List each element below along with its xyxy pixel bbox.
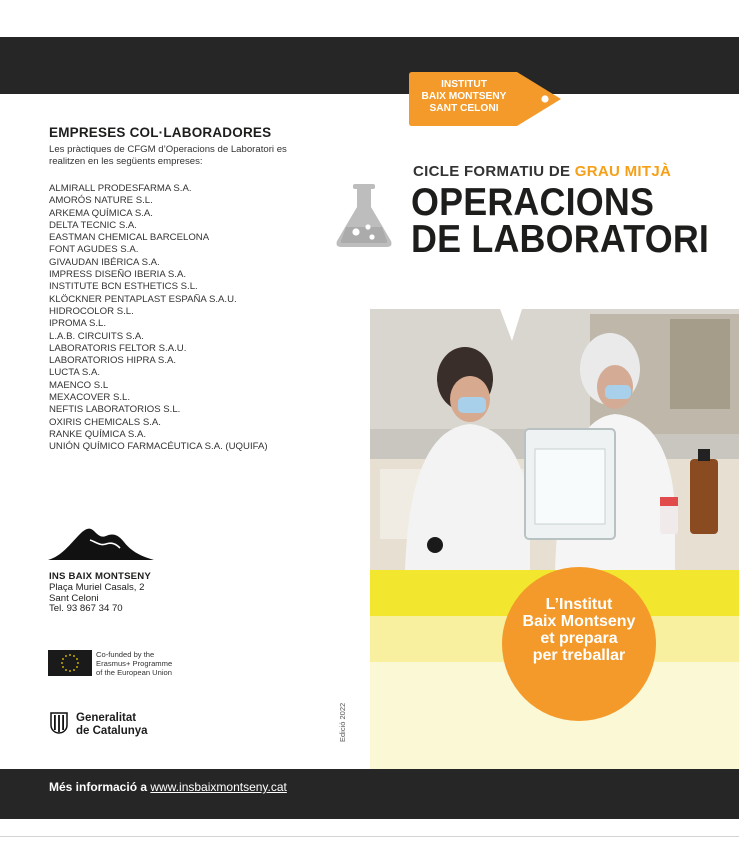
school-phone: Tel. 93 867 34 70 [49, 603, 123, 615]
school-name: INS BAIX MONTSENY [49, 571, 152, 582]
companies-intro: Les pràctiques de CFGM d’Operacions de Laboratori es realitzen en les següents empreses: [49, 144, 287, 167]
cicle-prefix: CICLE FORMATIU DE [413, 163, 571, 180]
cicle-grade: GRAU MITJÀ [574, 163, 672, 180]
edition-label: Edició 2022 [338, 702, 347, 742]
school-address [49, 572, 151, 615]
erasmus-line-3: of the European Union [96, 668, 172, 677]
more-info [49, 780, 287, 794]
tag-line-3: SANT CELONI [429, 103, 499, 115]
company-item: EASTMAN CHEMICAL BARCELONA [49, 232, 210, 244]
title-line-2: DE LABORATORI [411, 218, 710, 261]
flask-icon [332, 183, 396, 249]
company-item: MAENCO S.L [49, 379, 109, 391]
company-item: LABORATORIS FELTOR S.A.U. [49, 342, 187, 354]
mountain-logo-icon [40, 518, 168, 572]
erasmus-line-1: Co-funded by the [96, 650, 155, 659]
school-street: Plaça Muriel Casals, 2 [49, 581, 145, 593]
companies-title: EMPRESES COL·LABORADORES [49, 125, 272, 140]
company-item: MEXACOVER S.L. [49, 392, 131, 404]
tag-line-2: BAIX MONTSENY [421, 91, 507, 103]
company-item: UNIÓN QUÍMICO FARMACÉUTICA S.A. (UQUIFA) [49, 441, 268, 453]
tag-line-1: INSTITUT [441, 79, 487, 90]
institute-tag [409, 72, 561, 126]
school-city: Sant Celoni [49, 592, 99, 604]
company-item: ARKEMA QUÍMICA S.A. [49, 207, 153, 219]
slogan-text [502, 596, 656, 664]
slogan-line-3: et prepara [540, 630, 618, 647]
top-bar [0, 37, 739, 94]
company-item: LABORATORIOS HIPRA S.A. [49, 355, 177, 367]
company-item: HIDROCOLOR S.L. [49, 305, 134, 317]
school-logo [40, 518, 168, 572]
bottom-bar [0, 769, 739, 819]
footer-divider [0, 836, 739, 837]
generalitat-line-1: Generalitat [76, 712, 137, 724]
slogan-line-2: Baix Montseny [522, 613, 636, 630]
eu-flag-icon [48, 650, 92, 676]
cicle-label [413, 163, 671, 180]
generalitat-text [76, 712, 148, 737]
more-info-label: Més informació a [49, 780, 148, 794]
generalitat-emblem-icon [49, 712, 69, 734]
company-item: LUCTA S.A. [49, 367, 101, 379]
slogan-line-1: L’Institut [545, 596, 613, 613]
company-item: RANKE QUÍMICA S.A. [49, 428, 147, 440]
company-item: KLÖCKNER PENTAPLAST ESPAÑA S.A.U. [49, 293, 237, 305]
company-item: L.A.B. CIRCUITS S.A. [49, 330, 144, 342]
generalitat-line-2: de Catalunya [76, 724, 148, 737]
company-item: ALMIRALL PRODESFARMA S.A. [49, 183, 192, 194]
company-item: DELTA TECNIC S.A. [49, 219, 137, 231]
erasmus-text [96, 650, 172, 677]
company-item: GIVAUDAN IBÉRICA S.A. [49, 256, 160, 268]
company-item: IPROMA S.L. [49, 318, 107, 330]
company-item: NEFTIS LABORATORIOS S.L. [49, 404, 181, 416]
company-item: FONT AGUDES S.A. [49, 244, 139, 256]
website-link[interactable]: www.insbaixmontseny.cat [150, 780, 287, 794]
tag-text [409, 79, 519, 116]
page-title [411, 181, 710, 261]
erasmus-line-2: Erasmus+ Programme [96, 659, 173, 668]
company-list [49, 183, 268, 454]
lab-photo [370, 309, 739, 570]
company-item: INSTITUTE BCN ESTHETICS S.L. [49, 281, 198, 293]
title-line-1: OPERACIONS [411, 181, 655, 224]
company-item: AMORÓS NATURE S.L. [49, 195, 153, 207]
slogan-line-4: per treballar [532, 647, 626, 664]
company-item: OXIRIS CHEMICALS S.A. [49, 416, 161, 428]
company-item: IMPRESS DISEÑO IBERIA S.A. [49, 269, 187, 281]
